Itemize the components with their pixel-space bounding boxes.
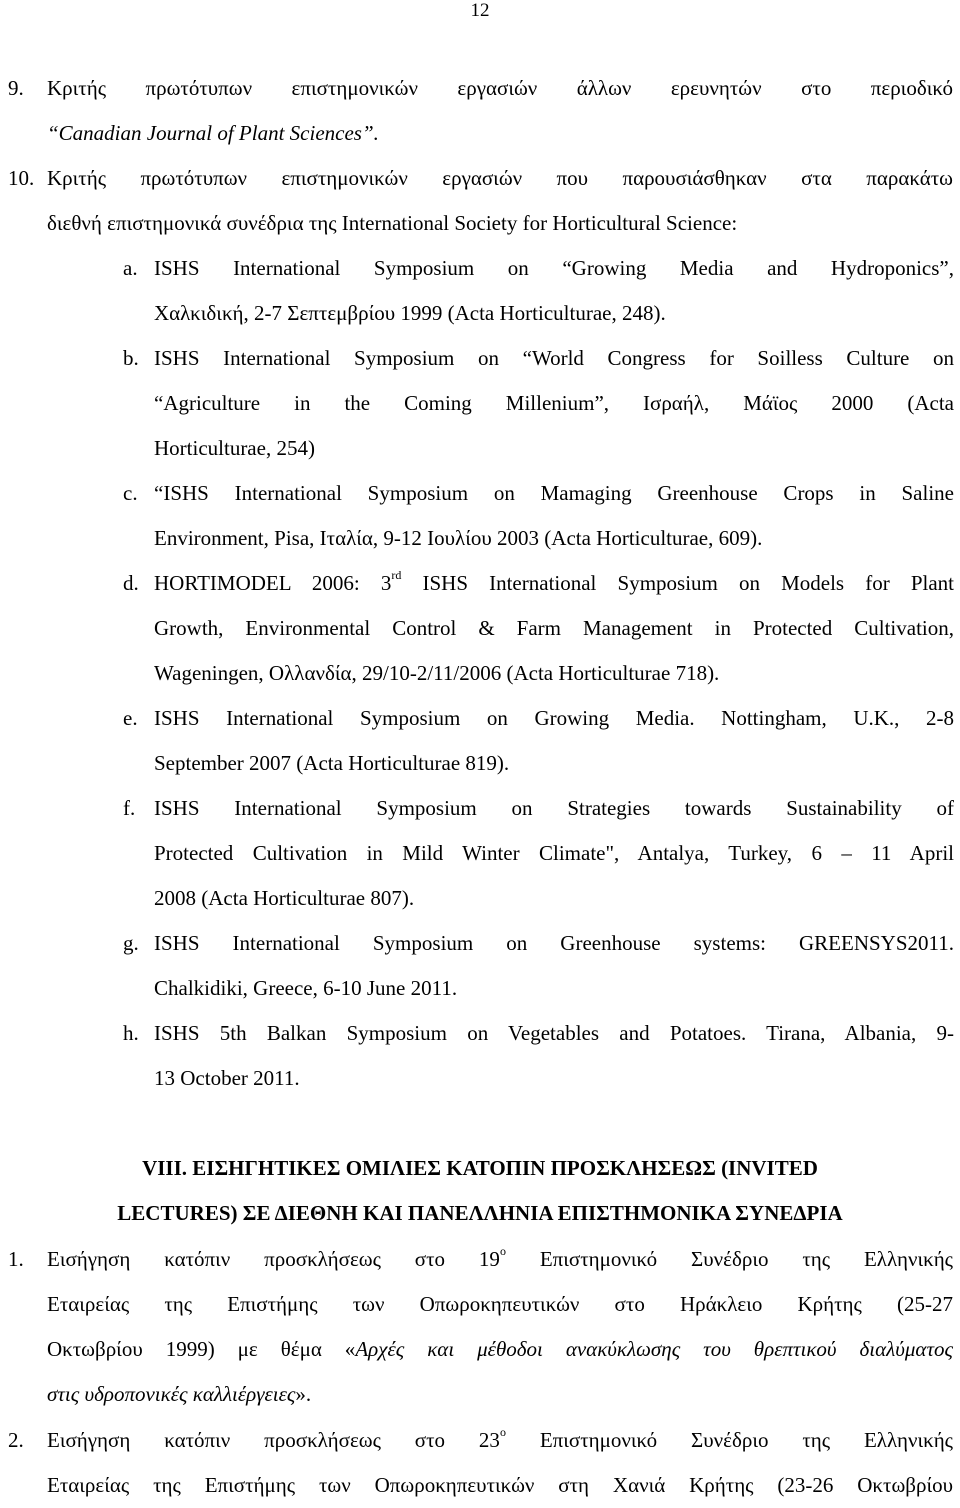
sub-item-letter: c. bbox=[123, 481, 138, 505]
text-line: Protected Cultivation in Mild Winter Climate", Antalya, Turkey, 6 – 11 April bbox=[154, 841, 954, 865]
text-line: Environment, Pisa, Ιταλία, 9-12 Ιουλίου 2003 (Acta Horticulturae, 609). bbox=[154, 526, 763, 550]
text-line: ISHS International Symposium on Strategies towards Sustainability of bbox=[154, 796, 954, 820]
sub-item bbox=[154, 336, 954, 471]
text-segment: Οκτωβρίου 1999) με θέμα « bbox=[47, 1337, 356, 1361]
text-segment: Εισήγηση κατόπιν προσκλήσεως στο 23 bbox=[47, 1428, 500, 1452]
text-line: ISHS International Symposium on “World Congress for Soilless Culture on bbox=[154, 346, 954, 370]
heading-line: LECTURES) ΣΕ ΔΙΕΘΝΗ ΚΑΙ ΠΑΝΕΛΛΗΝΙΑ ΕΠΙΣΤΗΜΟΝΙΚΑ ΣΥΝΕΔΡΙΑ bbox=[117, 1201, 843, 1225]
text-line bbox=[47, 1327, 953, 1372]
text-line: “ISHS International Symposium on Mamaging Greenhouse Crops in Saline bbox=[154, 481, 954, 505]
list-number: 10. bbox=[8, 166, 35, 190]
text-line: Wageningen, Ολλανδία, 29/10-2/11/2006 (Acta Horticulturae 718). bbox=[154, 661, 720, 685]
text-segment: Επιστημονικό Συνέδριο της Ελληνικής bbox=[505, 1428, 953, 1452]
text-line: September 2007 (Acta Horticulturae 819). bbox=[154, 751, 510, 775]
sub-item-letter: h. bbox=[123, 1021, 139, 1045]
text-line: Χαλκιδική, 2-7 Σεπτεμβρίου 1999 (Acta Horticulturae, 248). bbox=[154, 301, 666, 325]
superscript: ο bbox=[499, 1425, 506, 1439]
text-line: Κριτής πρωτότυπων επιστημονικών εργασιών που παρουσιάσθηκαν στα παρακάτω bbox=[47, 166, 953, 190]
text-line: Κριτής πρωτότυπων επιστημονικών εργασιών άλλων ερευνητών στο περιοδικό bbox=[47, 76, 953, 100]
text-segment: Εισήγηση κατόπιν προσκλήσεως στο 19 bbox=[47, 1247, 500, 1271]
text-segment: ». bbox=[295, 1382, 312, 1406]
text-line: ISHS International Symposium on “Growing Media and Hydroponics”, bbox=[154, 256, 954, 280]
text-line bbox=[154, 561, 954, 606]
text-line: Growth, Environmental Control & Farm Management in Protected Cultivation, bbox=[154, 616, 954, 640]
lecture-title-italic: Αρχές και μέθοδοι ανακύκλωσης του θρεπτικού διαλύματος bbox=[355, 1337, 953, 1361]
text-line: ISHS International Symposium on Growing Media. Nottingham, U.K., 2-8 bbox=[154, 706, 954, 730]
sub-item bbox=[154, 246, 954, 336]
text-line: διεθνή επιστημονικά συνέδρια της International Society for Horticultural Science: bbox=[47, 211, 738, 235]
sub-item bbox=[154, 786, 954, 921]
sub-item-letter: e. bbox=[123, 706, 138, 730]
sub-item-letter: g. bbox=[123, 931, 139, 955]
page-number: 12 bbox=[470, 0, 490, 21]
text-line: 13 October 2011. bbox=[154, 1066, 300, 1090]
superscript: rd bbox=[391, 568, 402, 582]
list-number: 1. bbox=[8, 1247, 24, 1271]
list-number: 9. bbox=[8, 76, 24, 100]
list-item bbox=[47, 66, 953, 156]
sub-item bbox=[154, 696, 954, 786]
list-number: 2. bbox=[8, 1428, 24, 1452]
sub-item-letter: d. bbox=[123, 571, 139, 595]
text-line: 2008 (Acta Horticulturae 807). bbox=[154, 886, 415, 910]
text-line: ISHS International Symposium on Greenhouse systems: GREENSYS2011. bbox=[154, 931, 954, 955]
text-line: Horticulturae, 254) bbox=[154, 436, 315, 460]
text-line: Chalkidiki, Greece, 6-10 June 2011. bbox=[154, 976, 458, 1000]
lecture-title-italic: στις υδροπονικές καλλιέργειες bbox=[47, 1382, 296, 1406]
section-heading bbox=[20, 1146, 940, 1236]
text-line: ISHS 5th Balkan Symposium on Vegetables and Potatoes. Tirana, Albania, 9- bbox=[154, 1021, 954, 1045]
heading-line: VIII. ΕΙΣΗΓΗΤΙΚΕΣ ΟΜΙΛΙΕΣ ΚΑΤΟΠΙΝ ΠΡΟΣΚΛΗΣΕΩΣ (INVITED bbox=[142, 1156, 818, 1180]
text-line: “Agriculture in the Coming Millenium”, Ισραήλ, Μάϊος 2000 (Acta bbox=[154, 391, 954, 415]
lecture-item bbox=[47, 1418, 953, 1508]
text-line: “Canadian Journal of Plant Sciences”. bbox=[47, 121, 379, 145]
text-line: Εταιρείας της Επιστήμης των Οπωροκηπευτικών στο Ηράκλειο Κρήτης (25-27 bbox=[47, 1292, 953, 1316]
sub-item-letter: b. bbox=[123, 346, 139, 370]
superscript: ο bbox=[499, 1244, 506, 1258]
list-item bbox=[47, 156, 953, 246]
text-line: Εταιρείας της Επιστήμης των Οπωροκηπευτικών στη Χανιά Κρήτης (23-26 Οκτωβρίου bbox=[47, 1473, 953, 1497]
sub-item-letter: a. bbox=[123, 256, 138, 280]
text-line bbox=[47, 1372, 953, 1417]
text-line bbox=[47, 1418, 953, 1463]
text-segment: HORTIMODEL 2006: 3 bbox=[154, 571, 392, 595]
sub-item bbox=[154, 921, 954, 1011]
sub-item bbox=[154, 471, 954, 561]
sub-item bbox=[154, 1011, 954, 1101]
text-line bbox=[47, 1237, 953, 1282]
sub-item-letter: f. bbox=[123, 796, 136, 820]
sub-item bbox=[154, 561, 954, 696]
lecture-item bbox=[47, 1237, 953, 1417]
text-segment: ISHS International Symposium on Models for Plant bbox=[401, 571, 954, 595]
text-segment: Επιστημονικό Συνέδριο της Ελληνικής bbox=[505, 1247, 953, 1271]
